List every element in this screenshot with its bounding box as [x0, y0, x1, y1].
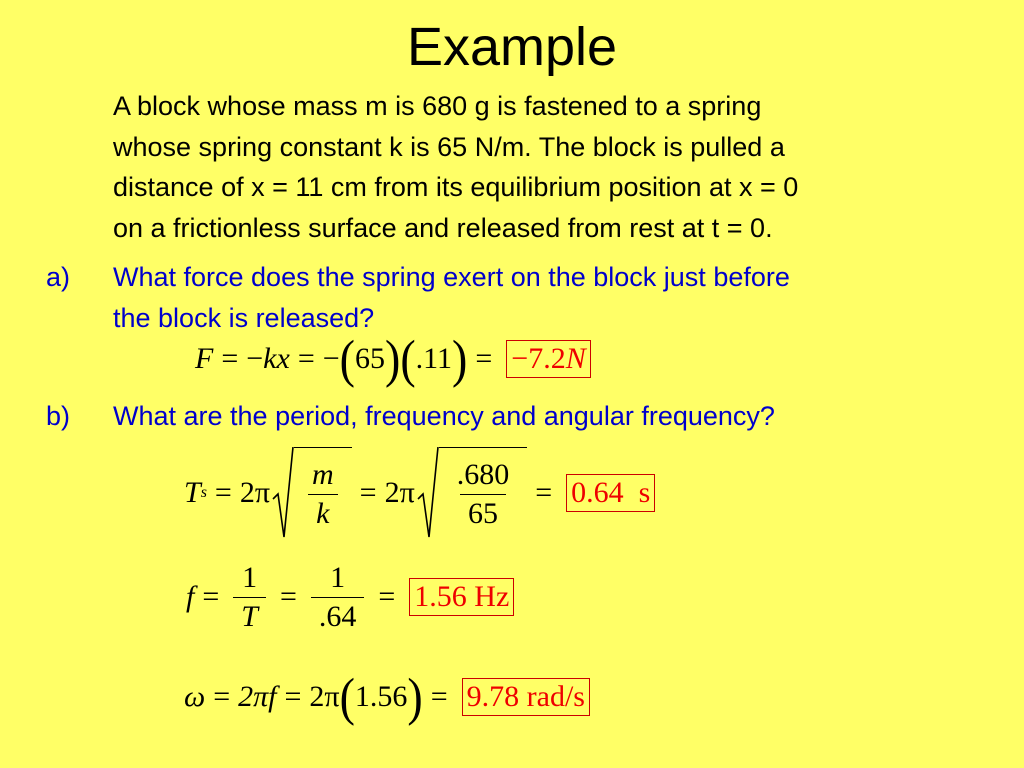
frac-denominator: k: [308, 494, 337, 533]
question-a-line: What force does the spring exert on the block just before: [113, 262, 790, 292]
frac-numerator: .680: [456, 458, 510, 491]
frac-numerator: 1: [242, 560, 258, 594]
equals-sign: =: [430, 680, 448, 713]
equals-sign: =: [213, 680, 231, 713]
equals-sign: =: [378, 580, 396, 613]
frac-numerator: m: [312, 458, 334, 491]
period-answer: 0.64 s: [571, 476, 651, 509]
force-answer: −7.2: [511, 342, 566, 375]
period-answer-box: [566, 474, 655, 512]
question-b: [46, 396, 775, 437]
question-b-label: b): [46, 401, 71, 431]
question-a-line: the block is released?: [113, 302, 375, 333]
sqrt-sign: [272, 447, 352, 539]
open-paren: (: [339, 667, 355, 726]
radical-icon: [417, 447, 439, 539]
minus-sign: −: [322, 342, 340, 375]
question-b-line: What are the period, frequency and angular frequency?: [113, 401, 775, 431]
equals-sign: =: [359, 476, 377, 509]
k-value: 65: [354, 342, 385, 375]
problem-line: whose spring constant k is 65 N/m. The block is pulled a: [113, 131, 785, 162]
problem-line: A block whose mass m is 680 g is fastened to a spring: [113, 91, 762, 121]
radical-icon: [272, 447, 294, 539]
sqrt-sign: [417, 447, 528, 539]
period-subscript: s: [200, 484, 207, 501]
question-a: [46, 257, 790, 338]
equals-sign: =: [214, 476, 232, 509]
two-pi: 2π: [384, 476, 415, 509]
frac-denominator: .64: [311, 597, 365, 636]
problem-statement: [113, 86, 993, 248]
slide-title: Example: [406, 17, 618, 77]
frac-denominator: 65: [460, 494, 506, 533]
two-pi-f: 2πf: [238, 680, 277, 713]
two-pi: 2π: [239, 476, 270, 509]
force-answer-box: [506, 340, 590, 378]
period-equation: [184, 445, 655, 541]
question-a-label: a): [46, 262, 71, 292]
frequency-value: 1.56: [354, 680, 408, 713]
close-paren: ): [452, 329, 468, 388]
equals-sign: =: [535, 476, 553, 509]
angular-frequency-equation: [184, 667, 590, 726]
close-paren: ): [384, 329, 401, 388]
equals-sign: =: [284, 680, 302, 713]
equals-sign: =: [297, 342, 315, 375]
frequency-equation: [186, 552, 514, 642]
numeric-fraction: [449, 456, 518, 533]
force-answer-unit: N: [565, 342, 586, 375]
equals-sign: =: [279, 580, 297, 613]
frequency-answer-box: [409, 578, 514, 616]
open-paren: (: [400, 329, 416, 388]
omega-answer-box: [462, 678, 590, 716]
period-symbol: T: [184, 476, 201, 509]
mass-over-k-fraction: [304, 456, 342, 533]
omega-answer: 9.78 rad/s: [466, 680, 585, 713]
equals-sign: =: [221, 342, 239, 375]
force-equation: [195, 329, 591, 388]
frac-numerator: 1: [330, 560, 346, 594]
frequency-answer: 1.56 Hz: [414, 580, 510, 613]
frac-denominator: T: [233, 597, 266, 636]
kx-term: kx: [263, 342, 290, 375]
problem-line: distance of x = 11 cm from its equilibrium position at x = 0: [113, 172, 799, 202]
one-over-T-fraction: [233, 559, 266, 636]
numeric-fraction: [311, 559, 365, 636]
omega-symbol: ω: [184, 680, 206, 713]
minus-sign: −: [246, 342, 264, 375]
force-symbol: F: [195, 342, 214, 375]
frequency-symbol: f: [186, 580, 195, 613]
problem-line: on a frictionless surface and released from rest at t = 0.: [113, 212, 773, 243]
equals-sign: =: [202, 580, 220, 613]
open-paren: (: [339, 329, 355, 388]
x-value: .11: [415, 342, 453, 375]
two-pi: 2π: [309, 680, 340, 713]
equals-sign: =: [475, 342, 493, 375]
close-paren: ): [407, 667, 423, 726]
